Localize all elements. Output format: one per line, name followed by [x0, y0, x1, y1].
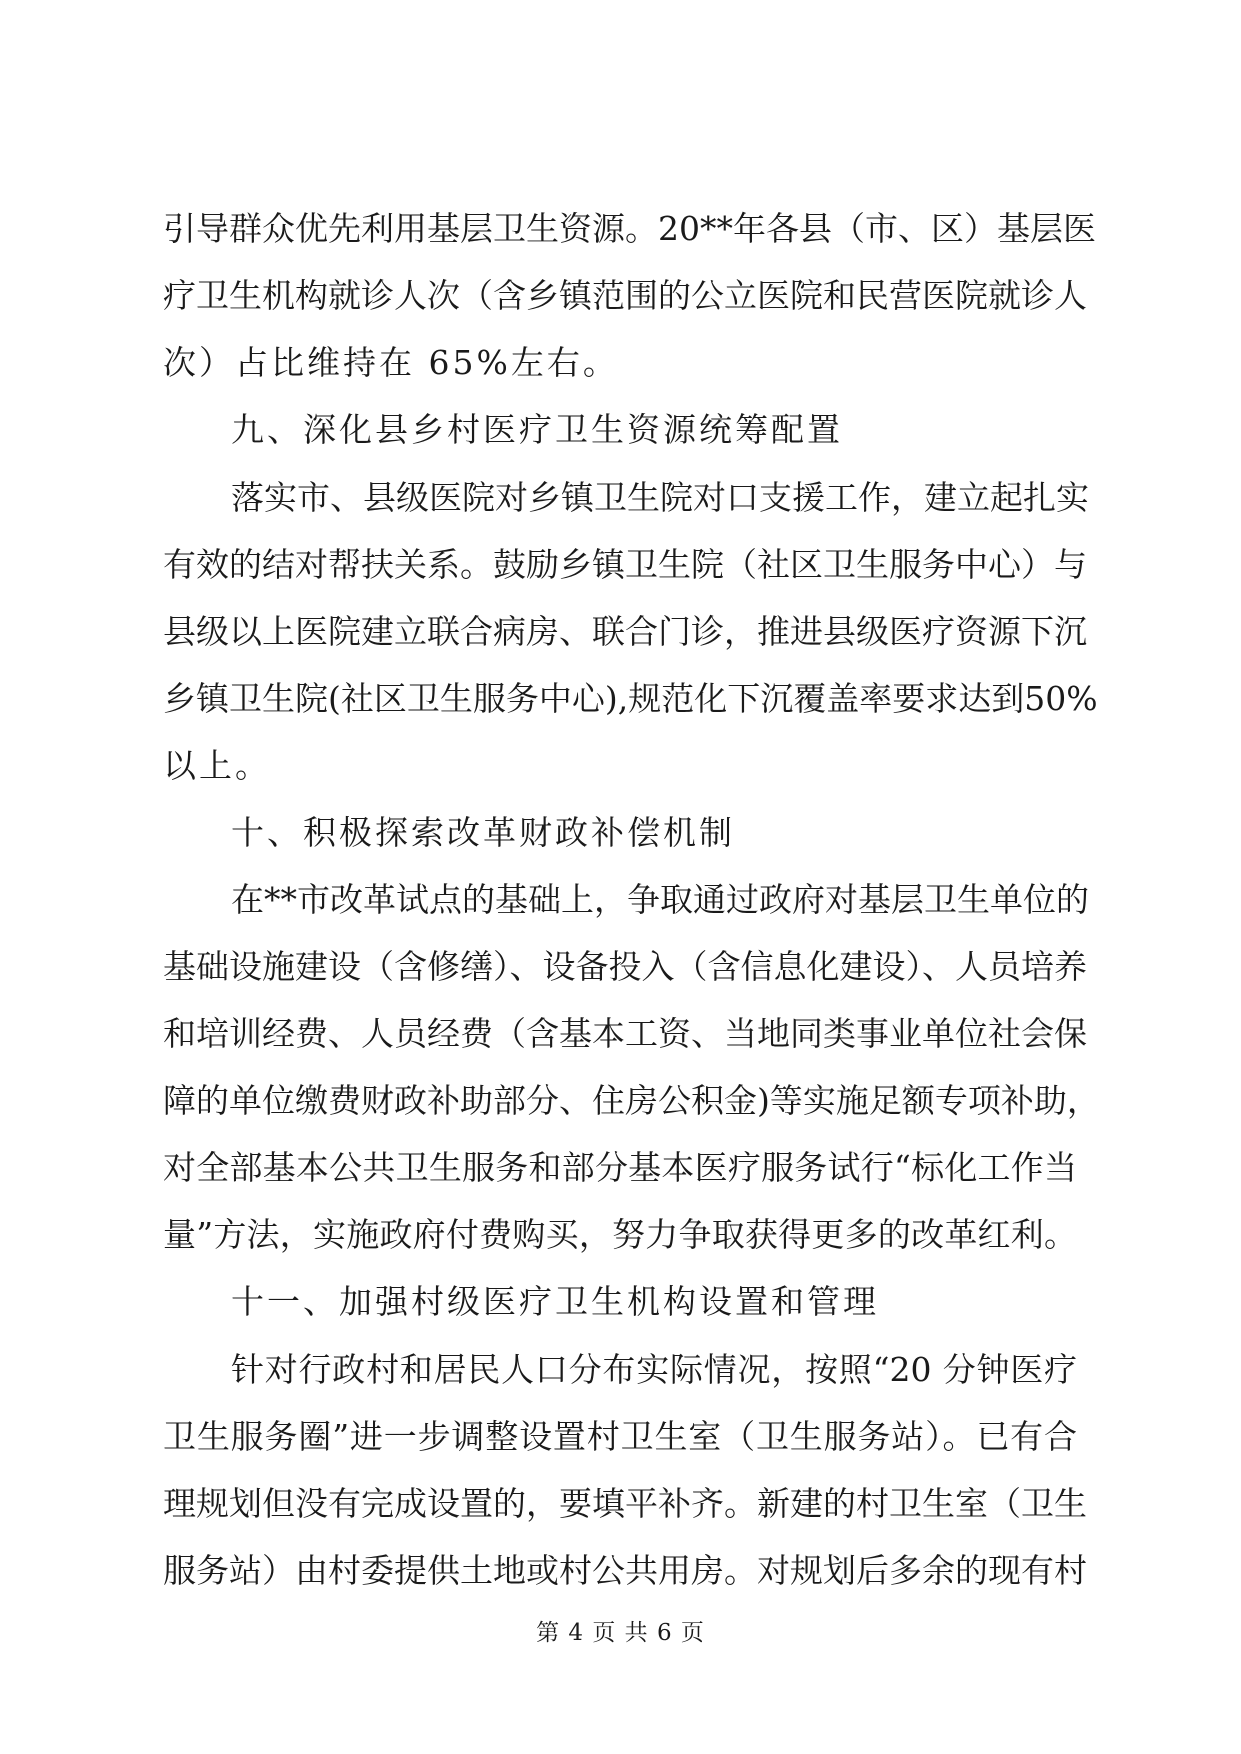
page-footer: 第 4 页 共 6 页	[536, 1620, 705, 1646]
section-heading: 九、深化县乡村医疗卫生资源统筹配置	[231, 410, 843, 449]
text-line: 引导群众优先利用基层卫生资源。20**年各县（市、区）基层医	[163, 209, 1096, 248]
section-heading: 十、积极探索改革财政补偿机制	[231, 813, 735, 852]
text-line: 理规划但没有完成设置的，要填平补齐。新建的村卫生室（卫生	[163, 1484, 1087, 1523]
text-line: 针对行政村和居民人口分布实际情况，按照“20 分钟医疗	[231, 1350, 1077, 1389]
text-line: 县级以上医院建立联合病房、联合门诊，推进县级医疗资源下沉	[163, 612, 1087, 651]
text-line: 卫生服务圈”进一步调整设置村卫生室（卫生服务站）。已有合	[163, 1417, 1077, 1456]
text-line: 服务站）由村委提供土地或村公共用房。对规划后多余的现有村	[163, 1551, 1087, 1590]
section-heading: 十一、加强村级医疗卫生机构设置和管理	[231, 1282, 879, 1321]
text-line: 基础设施建设（含修缮）、设备投入（含信息化建设）、人员培养	[163, 947, 1087, 986]
text-line: 落实市、县级医院对乡镇卫生院对口支援工作，建立起扎实	[231, 478, 1089, 517]
text-line: 在**市改革试点的基础上，争取通过政府对基层卫生单位的	[231, 880, 1089, 919]
text-line: 有效的结对帮扶关系。鼓励乡镇卫生院（社区卫生服务中心）与	[163, 545, 1087, 584]
text-line: 对全部基本公共卫生服务和部分基本医疗服务试行“标化工作当	[163, 1148, 1077, 1187]
text-line: 障的单位缴费财政补助部分、住房公积金)等实施足额专项补助，	[163, 1081, 1100, 1120]
text-line: 和培训经费、人员经费（含基本工资、当地同类事业单位社会保	[163, 1014, 1087, 1053]
text-line: 量”方法，实施政府付费购买，努力争取获得更多的改革红利。	[163, 1215, 1077, 1254]
text-line: 次）占比维持在 65%左右。	[163, 343, 619, 382]
text-line: 以上。	[163, 746, 271, 785]
text-line: 疗卫生机构就诊人次（含乡镇范围的公立医院和民营医院就诊人	[163, 276, 1087, 315]
text-line: 乡镇卫生院(社区卫生服务中心),规范化下沉覆盖率要求达到50%	[163, 679, 1098, 718]
